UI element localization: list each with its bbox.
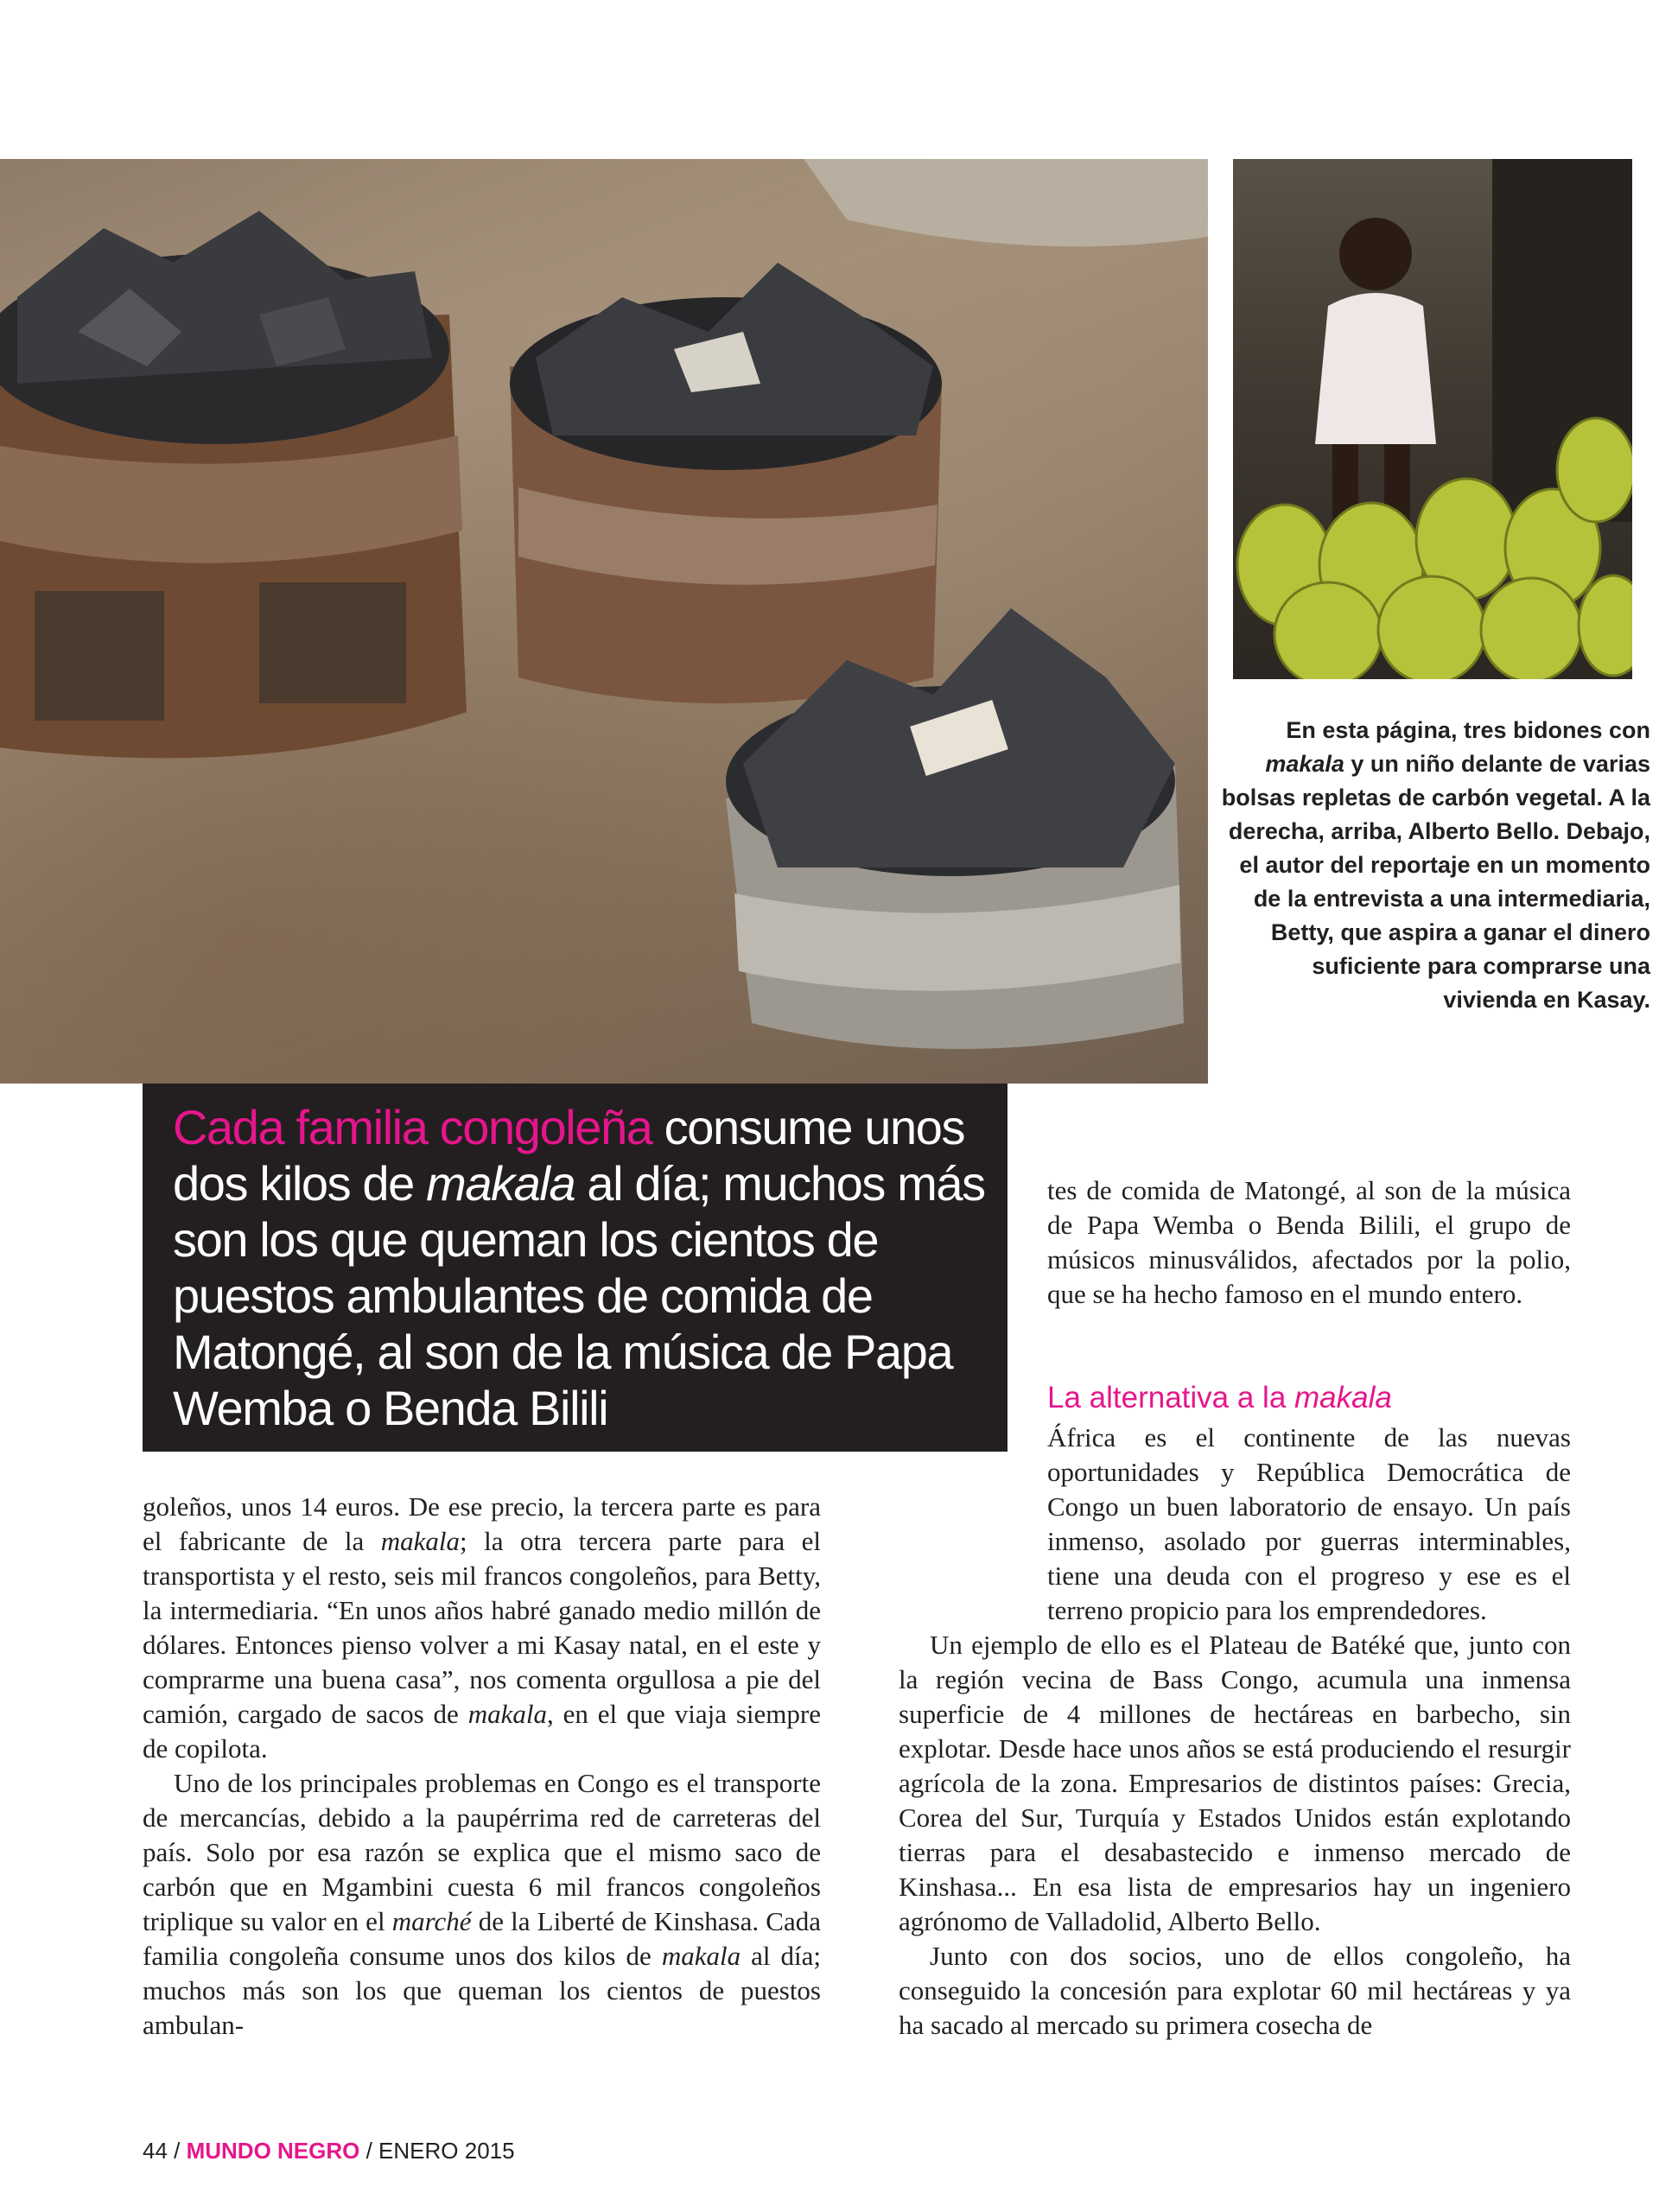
section-block bbox=[1047, 1381, 1571, 1415]
left-p1-italic-2: makala bbox=[467, 1699, 547, 1729]
left-p1-b: ; la otra tercera parte para el transportista y el resto, seis mil francos congoleños, para Betty, la intermediaria. “En unos años habré ganado medio millón de dólares. Entonces pienso volver a mi Kasay natal, en el este y comprarme una buena casa”, nos comenta orgullosa a pie del camión, cargado de sacos de bbox=[143, 1526, 821, 1729]
right-column-top bbox=[1047, 1173, 1571, 1312]
right-paragraph-2: Un ejemplo de ello es el Plateau de Batéké que, junto con la región vecina de Bass Congo, acumula una inmensa superficie de 4 millones de hectáreas en barbecho, sin explotar. Desde hace unos años se está produciendo el resurgir agrícola de la zona. Empresarios de distintos países: Grecia, Corea del Sur, Turquía y Estados Unidos están explotando tierras para el desabastecido e inmenso mercado de Kinshasa... En esa lista de empresarios hay un ingeniero agrónomo de Valladolid, Alberto Bello. bbox=[899, 1630, 1571, 1936]
section-heading-text: La alternativa a la bbox=[1047, 1381, 1295, 1414]
left-p2-italic-2: makala bbox=[661, 1941, 741, 1971]
pull-quote-text bbox=[173, 1099, 1002, 1436]
left-p2-a: Uno de los principales problemas en Congo es el transporte de mercancías, debido a la paupérrima red de carreteras del país. Solo por esa razón se explica que el mismo saco de carbón que en Mgambini cuesta 6 mil francos congoleños triplique su valor en el bbox=[143, 1768, 821, 1936]
page-footer bbox=[143, 2138, 515, 2164]
section-heading-italic: makala bbox=[1294, 1381, 1392, 1414]
magazine-brand: MUNDO NEGRO bbox=[186, 2138, 360, 2164]
pull-quote-part2: al día; muchos más son los que queman los cientos de puestos ambulantes de comida de Matongé, al son de la música de Papa Wemba o Benda Bilili bbox=[173, 1156, 985, 1435]
left-p1-c: , en el que viaja siempre de copilota. bbox=[143, 1699, 821, 1764]
photo-caption bbox=[1218, 714, 1650, 1017]
pull-quote-highlight: Cada familia congoleña bbox=[173, 1100, 652, 1154]
caption-text-end: y un niño delante de varias bolsas repletas de carbón vegetal. A la derecha, arriba, Alberto Bello. Debajo, el autor del reportaje en un momento de la entrevista a una intermediaria, Betty, que aspira a ganar el dinero suficiente para comprarse una vivienda en Kasay. bbox=[1221, 751, 1650, 1013]
left-p1-a: goleños, unos 14 euros. De ese precio, la tercera parte es para el fabricante de la bbox=[143, 1491, 821, 1556]
left-p2-italic-1: marché bbox=[391, 1906, 472, 1936]
main-photo-charcoal-stoves bbox=[0, 159, 1208, 1084]
left-column bbox=[143, 1490, 821, 2043]
caption-text-start: En esta página, tres bidones con bbox=[1286, 717, 1650, 743]
section-heading bbox=[1047, 1381, 1571, 1415]
pull-quote-italic-makala: makala bbox=[426, 1156, 575, 1211]
left-p1-italic-1: makala bbox=[380, 1526, 461, 1556]
right-paragraph-1: África es el continente de las nuevas oportunidades y República Democrática de Congo un buen laboratorio de ensayo. Un país inmenso, asolado por guerras interminables, tiene una deuda con el progreso y ese es el terreno propicio para los emprendedores. bbox=[1047, 1422, 1571, 1625]
left-paragraph-1 bbox=[143, 1490, 821, 1766]
right-paragraph-0: tes de comida de Matongé, al son de la música de Papa Wemba o Benda Bilili, el grupo de músicos minusválidos, afectados por la polio, que se ha hecho famoso en el mundo entero. bbox=[1047, 1175, 1571, 1309]
pull-quote-part1: consume unos dos kilos de bbox=[173, 1100, 965, 1211]
right-paragraph-3: Junto con dos socios, uno de ellos congoleño, ha conseguido la concesión para explotar 60 mil hectáreas y ya ha sacado al mercado su primera cosecha de bbox=[899, 1941, 1571, 2040]
page-number: 44 / bbox=[143, 2138, 187, 2164]
issue-date: / ENERO 2015 bbox=[359, 2138, 515, 2164]
left-p2-b: de la Liberté de Kinshasa. Cada familia congoleña consume unos dos kilos de bbox=[143, 1906, 821, 1971]
charcoal-stoves-illustration bbox=[0, 159, 1208, 1084]
left-paragraph-2 bbox=[143, 1766, 821, 2043]
left-p2-c: al día; muchos más son los que queman los cientos de puestos ambulan- bbox=[143, 1941, 822, 2040]
child-photo-charcoal-bags bbox=[1233, 159, 1632, 679]
right-column-body bbox=[899, 1421, 1571, 2043]
child-with-bags-illustration bbox=[1233, 159, 1632, 679]
caption-italic-makala: makala bbox=[1265, 751, 1344, 777]
